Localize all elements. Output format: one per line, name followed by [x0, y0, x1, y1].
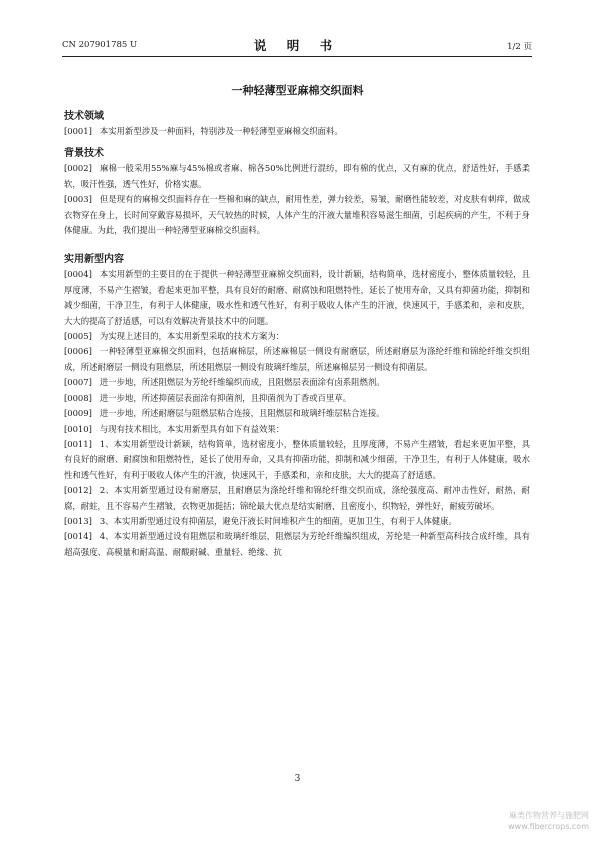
- page-number: 3: [294, 774, 301, 784]
- document-title: 一种轻薄型亚麻棉交织面料: [231, 84, 364, 97]
- paragraph-number: [0006]: [64, 346, 92, 357]
- paragraph-number: [0002]: [64, 163, 92, 174]
- paragraph: [64, 406, 530, 421]
- watermark-url: www.fibercrops.com: [508, 822, 589, 831]
- paragraph-text: 但是现有的麻棉交织面料存在一些棉和麻的缺点，耐用性差，弹力较差，易皱，耐磨性能较差，对皮肤有刺痒，做成衣物穿在身上，长时间穿戴容易损坏，天气较热的时候，人体产生的汗液大量堆积容易滋生细菌，引起疾病的产生，不利于身体健康。为此，我们提出一种轻薄型亚麻棉交织面料。: [64, 194, 530, 236]
- page-header: [62, 36, 532, 54]
- paragraph-text: 本实用新型的主要目的在于提供一种轻薄型亚麻棉交织面料，设计新颖，结构简单，选材密度小，整体质量较轻，且厚度薄，不易产生褶皱，看起来更加平整，具有良好的耐磨、耐腐蚀和阻燃特性，延长了使用寿命，又具有抑菌功能，抑制和减少细菌，干净卫生，有利于人体健康，吸水性和透气性好，有利于吸收人体产生的汗液，快速风干，手感柔和，亲和皮肤，大大的提高了舒适感，可以有效解决背景技术中的问题。: [64, 269, 530, 326]
- paragraph-number: [0003]: [64, 194, 92, 205]
- watermark-site-name: 麻类作物营养与施肥网: [509, 811, 589, 820]
- paragraph: [64, 514, 530, 529]
- paragraph-number: [0005]: [64, 331, 92, 342]
- paragraph-number: [0009]: [64, 408, 92, 419]
- paragraph-number: [0011]: [64, 438, 92, 449]
- paragraph-text: 4、本实用新型通过设有阻燃层和玻璃纤维层，阻燃层为芳纶纤维编织组成，芳纶是一种新型高科技合成纤维，具有超高强度、高模量和耐高温、耐酸耐碱、重量轻、绝缘、抗: [64, 531, 530, 557]
- paragraph: [64, 483, 530, 514]
- paragraph-text: 为实现上述目的，本实用新型采取的技术方案为：: [99, 331, 285, 342]
- watermark: [508, 810, 589, 832]
- paragraph-text: 2、本实用新型通过设有耐磨层，且耐磨层为涤纶纤维和锦纶纤维交织而成，涤纶强度高、耐冲击性好，耐热，耐腐，耐蛀，且不容易产生褶皱，衣物更加挺括；锦纶最大优点是结实耐磨，且密度小，织物轻，弹性好，耐疲劳破坏。: [64, 485, 530, 511]
- paragraph-number: [0001]: [64, 126, 92, 136]
- paragraph-text: 3、本实用新型通过设有抑菌层，避免汗液长时间堆积产生的细菌，更加卫生，有利于人体健康。: [99, 515, 457, 526]
- paragraph-text: 一种轻薄型亚麻棉交织面料，包括麻棉层，所述麻棉层一侧设有耐磨层，所述耐磨层为涤纶纤维和锦纶纤维交织组成，所述耐磨层一侧设有阻燃层，所述阻燃层一侧设有玻璃纤维层，所述麻棉层另一侧设有抑菌层。: [64, 346, 530, 372]
- paragraph: [64, 344, 530, 375]
- section-heading: 实用新型内容: [64, 254, 124, 266]
- paragraph: [64, 267, 530, 329]
- paragraph-number: [0013]: [64, 515, 92, 526]
- paragraph: [64, 437, 530, 483]
- section-heading: 背景技术: [64, 148, 104, 160]
- section-heading: 技术领域: [64, 111, 104, 122]
- paragraph-text: 与现有技术相比，本实用新型具有如下有益效果：: [99, 423, 285, 434]
- paragraph-text: 进一步地，所述耐磨层与阻燃层粘合连接，且阻燃层和玻璃纤维层粘合连接。: [99, 408, 385, 419]
- paragraph-number: [0014]: [64, 531, 92, 542]
- paragraph: [64, 192, 530, 238]
- paragraph-number: [0007]: [64, 377, 92, 388]
- paragraph: [64, 161, 530, 192]
- paragraph-number: [0008]: [64, 392, 92, 403]
- paragraph: [64, 529, 530, 560]
- paragraph-text: 1、本实用新型设计新颖，结构简单，选材密度小，整体质量较轻，且厚度薄，不易产生褶皱，看起来更加平整，具有良好的耐磨、耐腐蚀和阻燃特性，延长了使用寿命，又具有抑菌功能，抑制和减少细菌，干净卫生，有利于人体健康，吸水性和透气性好，有利于吸收人体产生的汗液，快速风干，手感柔和，亲和皮肤，大大的提高了舒适感。: [64, 438, 530, 480]
- paragraph-number: [0012]: [64, 485, 92, 496]
- paragraph-text: 本实用新型涉及一种面料，特别涉及一种轻薄型亚麻棉交织面料。: [99, 126, 343, 136]
- paragraph: [64, 391, 530, 406]
- paragraph: [64, 422, 530, 437]
- paragraph-text: 进一步地，所述抑菌层表面涂有抑菌剂，且抑菌剂为丁香或百里草。: [99, 392, 352, 403]
- paragraph-text: 麻棉一般采用55%麻与45%棉或者麻、棉各50%比例进行混纺，即有棉的优点，又有麻的优点，舒适性好，手感柔软，吸汗性强，透气性好，价格实惠。: [64, 163, 530, 189]
- doc-type: 说 明 书: [253, 38, 341, 53]
- paragraph-number: [0004]: [64, 269, 92, 280]
- paragraph-text: 进一步地，所述阻燃层为芳纶纤维编织而成，且阻燃层表面涂有卤系阻燃剂。: [99, 377, 385, 388]
- doc-number: CN 207901785 U: [62, 40, 138, 50]
- header-rule: [62, 56, 532, 57]
- paragraph-number: [0010]: [64, 423, 92, 434]
- paragraph: [64, 329, 530, 344]
- paragraph: [64, 124, 530, 139]
- paragraph: [64, 375, 530, 390]
- document-body: [64, 109, 530, 560]
- page-indicator: 1/2 页: [507, 42, 532, 52]
